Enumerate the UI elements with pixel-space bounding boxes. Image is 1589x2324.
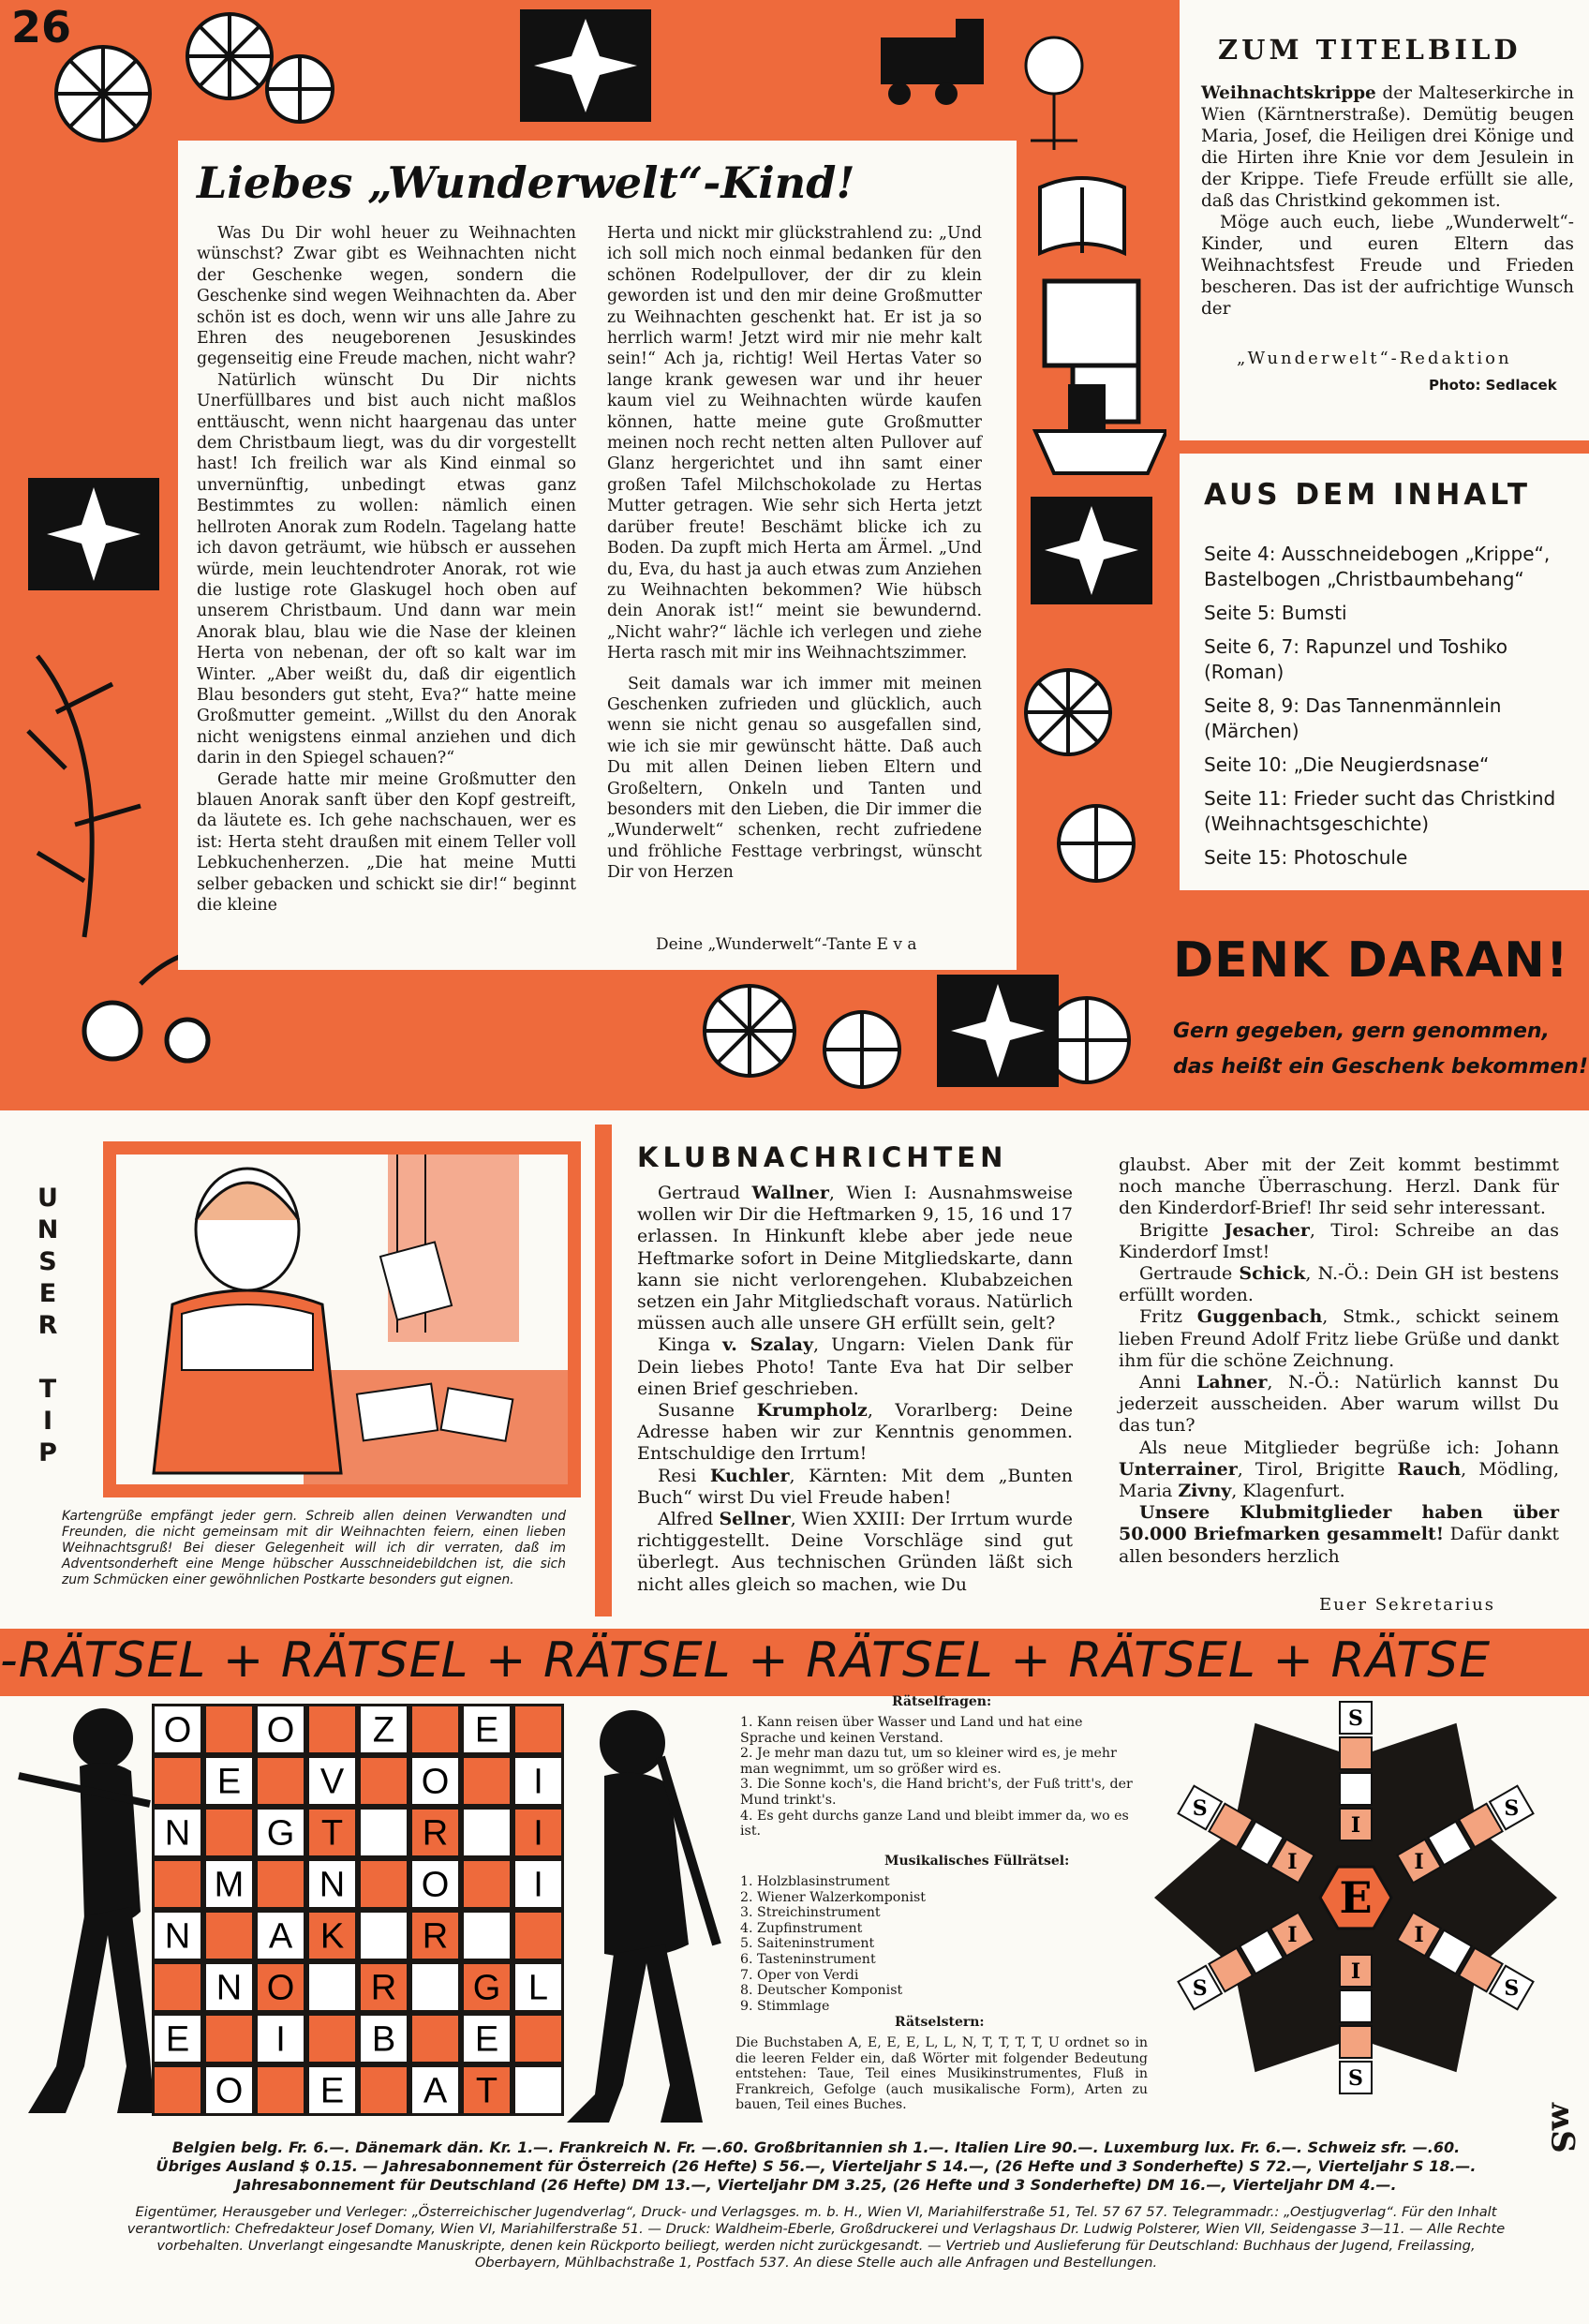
star-cell <box>1340 1990 1372 2022</box>
list-item: 1. Kann reisen über Wasser und Land und hat eine Sprache und keinen Verstand. <box>740 1715 1083 1746</box>
grid-letter: K <box>319 1916 345 1957</box>
artist-monogram-icon: ʍS <box>1543 2101 1582 2153</box>
star-icon <box>28 478 159 590</box>
grid-letter: O <box>421 1762 450 1802</box>
list-item: Seite 15: Photoschule <box>1204 846 1408 869</box>
grid-letter: O <box>163 1710 192 1750</box>
grid-cell <box>155 1861 200 1907</box>
star-letter: I <box>1350 1813 1361 1838</box>
grid-letter: R <box>422 1813 449 1854</box>
grid-cell <box>361 2067 407 2113</box>
grid-letter: O <box>215 2071 244 2111</box>
star-letter: I <box>1350 1959 1361 1984</box>
letter-left-column <box>197 223 576 916</box>
grid-letter: E <box>474 2019 499 2060</box>
grid-cell <box>155 1758 200 1804</box>
list-item: Seite 8, 9: Das Tannenmännlein (Märchen) <box>1204 694 1502 742</box>
grid-cell <box>515 2067 561 2113</box>
grid-cell <box>361 1913 407 1959</box>
klub-entry: Gertraud Wallner, Wien I: Ausnahmsweise wollen wir Dir die Heftmarken 9, 15, 16 und 17 erlassen. In Hinkunft klebe aber jede neue Heftmarke sofort in Deine Mitgliedskarte, dann kann sie nicht verlorengehen. Klubabzeichen setzen ein Jahr Mitgliedschaft voraus. Natürlich müssen auch alle unsere GH erfüllt sein, gelt? <box>637 1183 1073 1334</box>
star-cell <box>1340 1773 1372 1805</box>
grid-letter: Z <box>372 1710 395 1750</box>
star-icon <box>520 9 651 122</box>
list-item: 9. Stimmlage <box>740 1998 830 2014</box>
grid-letter: N <box>164 1916 191 1957</box>
star-letter: S <box>1348 2066 1363 2091</box>
star-center-letter: E <box>1339 1872 1373 1923</box>
star-cell <box>1340 2026 1372 2058</box>
list-item: Seite 4: Ausschneidebogen „Krippe“, Bastelbogen „Christbaumbehang“ <box>1204 543 1551 590</box>
grid-letter: G <box>472 1968 501 2008</box>
grid-letter: G <box>266 1813 295 1854</box>
grid-letter: E <box>216 1762 242 1802</box>
klub-heading: KLUBNACHRICHTEN <box>637 1141 1008 1173</box>
tip-vertical-title: U N S E R T I P <box>37 1184 59 1467</box>
klub-left-column <box>637 1183 1073 1596</box>
klub-entry: Susanne Krumpholz, Vorarlberg: Deine Adresse haben wir zur Kenntnis genommen. Entschuldige den Irrtum! <box>637 1400 1073 1465</box>
klub-entry: Alfred Sellner, Wien XXIII: Der Irrtum wurde richtiggestellt. Deine Vorschläge sind gut überlegt. Aus technischen Gründen läßt sich nicht alles gleich so machen, wie Du <box>637 1509 1074 1595</box>
grid-letter: N <box>215 1968 243 2008</box>
grid-cell <box>206 1706 252 1752</box>
grid-letter: I <box>275 2019 286 2060</box>
list-item: 3. Die Sonne koch's, die Hand bricht's, der Fuß tritt's, der Mund trinkt's. <box>740 1777 1133 1808</box>
list-item: 1. Holzblasinstrument <box>740 1874 890 1889</box>
titelbild-signature: „Wunderwelt“-Redaktion <box>1237 349 1512 368</box>
grid-letter: V <box>319 1762 345 1802</box>
denkdaran-line: das heißt ein Geschenk bekommen! <box>1173 1055 1588 1079</box>
grid-cell <box>412 1706 458 1752</box>
list-item: 4. Es geht durchs ganze Land und bleibt immer da, wo es ist. <box>740 1808 1129 1840</box>
star-letter: S <box>1504 1976 1520 2001</box>
list-item: 7. Oper von Verdi <box>740 1967 859 1983</box>
grid-letter: E <box>319 2071 345 2111</box>
grid-letter: O <box>266 1710 295 1750</box>
raetsel-band-text: -RÄTSEL + RÄTSEL + RÄTSEL + RÄTSEL + RÄTSEL + RÄTSE <box>0 1632 1492 1689</box>
titelbild-bold: Weihnachtskrippe <box>1201 83 1376 103</box>
grid-cell <box>515 1913 561 1959</box>
grid-cell <box>464 1861 510 1907</box>
letter-paragraph: Herta und nickt mir glückstrahlend zu: „Und ich soll mich noch einmal bedanken für den schönen Rodelpullover, der dir zu klein geworden ist und den mir deine Großmutter zu Weihnachten geschenkt hat. Er ist ja so herrlich warm! Jetzt wird mir nie mehr kalt sein!“ Ach ja, richtig! Weil Hertas Vater so lange krank gewesen war und ihr heuer kaum viel zu Weihnachten würde kaufen können, hatte meine gute Großmutter meinen noch recht netten alten Pullover auf Glanz hergerichtet und ihn samt einer großen Tafel Milchschokolade zu Hertas Mutter getragen. Wie sehr sich Herta jetzt darüber freute! Beschämt blicke ich zu Boden. Da zupft mich Herta am Ärmel. „Und du, Eva, du hast ja auch etwas zum Anziehen zu Weihnachten bekommen? Wie hübsch dein Anorak ist!“ meint sie bewundernd. „Nicht wahr?“ lächle ich verlegen und ziehe Herta rasch mit mir ins Weihnachtszimmer. <box>607 224 982 663</box>
star-letter: S <box>1192 1796 1208 1821</box>
grid-letter: A <box>423 2071 448 2111</box>
horse-icon <box>1026 37 1082 150</box>
prices: Belgien belg. Fr. 6.—. Dänemark dän. Kr. 1.—. Frankreich N. Fr. —.60. Großbritannien sh 1.—. Italien Lire 90.—. Luxemburg lux. Fr. 6.—. Schweiz sfr. —.60. Übriges Ausland $ 0.15. — Jahresabonnement für Österreich (26 Hefte) S 56.—, Vierteljahr S 14.—, (26 Hefte und 3 Sonderhefte) S 72.—, Vierteljahr S 18.—. Jahresabonnement für Deutschland (26 Hefte) DM 13.—, Vierteljahr DM 3.25, (26 Hefte und 3 Sonderhefte) DM 16.—, Vierteljahr DM 4.—. <box>156 2138 1477 2194</box>
klub-entry: Anni Lahner, N.-Ö.: Natürlich kannst Du jederzeit ausscheiden. Aber warum willst Du das tun? <box>1119 1372 1559 1437</box>
letter-signature: Deine „Wunderwelt“-Tante E v a <box>656 935 917 954</box>
grid-letter: O <box>421 1865 450 1905</box>
titelbild-paragraph: der Malteserkirche in Wien (Kärntnerstraße). Demütig beugen Maria, Josef, die Heiligen drei Könige und die Hirten ihre Knie vor dem Jesulein in der Krippe. Tiefe Freude erfüllt sie alle, daß das Christkind gekommen ist. <box>1201 83 1574 211</box>
star-letter: I <box>1414 1850 1424 1874</box>
titelbild-text <box>1201 82 1574 320</box>
grid-letter: B <box>371 2019 396 2060</box>
grid-letter: E <box>165 2019 190 2060</box>
grid-letter: N <box>319 1865 346 1905</box>
toy-train-icon <box>881 19 984 105</box>
grid-cell <box>258 1861 304 1907</box>
grid-cell <box>361 1861 407 1907</box>
letter-title: Liebes „Wunderwelt“-Kind! <box>197 157 855 208</box>
impressum: Eigentümer, Herausgeber und Verleger: „Österreichischer Jugendverlag“, Druck- und Verlagsges. m. b. H., Wien VI, Mariahilferstraße 51, Tel. 57 67 57. Telegrammadr.: „Oestjugverlag“. Für den Inhalt verantwortlich: Chefredakteur Josef Domany, Wien VI, Mariahilferstraße 51. — Druck: Waldheim-Eberle, Großdruckerei und Verlagshaus Dr. Ludwig Polsterer, Wien VII, Seidengasse 3—11. — Alle Rechte vorbehalten. Unverlangt eingesandte Manuskripte, denen kein Rückporto beiliegt, werden nicht zurückgesandt. — Vertrieb und Auslieferung für Deutschland: Buchhaus der Jugend, Freilassing, Oberbayern, Mühlbachstraße 1, Postfach 537. An diese Stelle auch alle Anfragen und Bestellungen. <box>126 2204 1506 2271</box>
book-icon <box>1040 178 1124 253</box>
photo-credit: Photo: Sedlacek <box>1429 377 1557 394</box>
letter-paragraph: Gerade hatte mir meine Großmutter den blauen Anorak sanft über den Kopf gestreift, da läutete es. Ich gehe nachschauen, wer es ist: Herta steht draußen mit einem Teller voll Lebkuchenherzen. „Die hat meine Mutti selber gebacken und schickt sie dir!“ beginnt die kleine <box>197 769 576 915</box>
star-letter: I <box>1287 1923 1298 1947</box>
grid-letter: N <box>164 1813 191 1854</box>
klub-entry: Brigitte Jesacher, Tirol: Schreibe an das Kinderdorf Imst! <box>1119 1219 1559 1262</box>
grid-letter: L <box>527 1968 549 2008</box>
grid-cell <box>361 1758 407 1804</box>
inhalt-heading: AUS DEM INHALT <box>1204 478 1532 512</box>
grid-letter: I <box>533 1865 543 1905</box>
flute-player-silhouette <box>9 1701 169 2127</box>
grid-cell <box>155 1964 200 2010</box>
clarinet-player-silhouette <box>557 1701 735 2132</box>
star-letter: I <box>1287 1850 1298 1874</box>
star-letter: S <box>1348 1706 1363 1731</box>
klub-right-column <box>1119 1155 1559 1568</box>
letter-paragraph: Natürlich wünscht Du Dir nichts Unerfüllbares und bist auch nicht maßlos enttäuscht, wenn nicht haargenau das unter dem Christbaum liegt, was du dir vorgestellt hast! Ich freilich war als Kind einmal so unvernünftig, unbedingt etwas ganz Bestimmtes zu wollen: nämlich einen hellroten Anorak zum Rodeln. Tagelang hatte ich davon geträumt, wie hübsch er aussehen würde, mein leuchtendroter Anorak, rot wie die lustige rote Glaskugel hoch oben auf unserem Christbaum. Und dann war mein Anorak blau, blau wie die Nase der kleinen Herta von nebenan, der oft so kalt war im Winter. „Aber weißt du, daß dir eigentlich Blau besonders gut steht, Eva?“ hatte meine Großmutter gemeint. „Willst du den Anorak nicht wenigstens einmal anziehen und dich darin in den Spiegel schauen?“ <box>197 370 576 768</box>
list-item: 5. Saiteninstrument <box>740 1936 875 1952</box>
grid-letter: I <box>533 1813 543 1854</box>
klub-entry: Fritz Guggenbach, Stmk., schickt seinem lieben Freund Adolf Fritz liebe Grüße und dankt ihm für die schöne Zeichnung. <box>1119 1306 1560 1371</box>
grid-cell <box>515 1706 561 1752</box>
grid-cell <box>464 1810 510 1855</box>
grid-cell <box>464 1758 510 1804</box>
list-item: 2. Je mehr man dazu tut, um so kleiner wird es, je mehr man wegnimmt, um so größer wird es. <box>740 1746 1117 1777</box>
list-item: 3. Streichinstrument <box>740 1905 881 1921</box>
klub-entry: Gertraude Schick, N.-Ö.: Dein GH ist bestens erfüllt worden. <box>1119 1263 1559 1306</box>
star-heading: Rätselstern: <box>895 2015 985 2030</box>
crossword-grid <box>152 1704 564 2116</box>
list-item: Seite 5: Bumsti <box>1204 602 1347 624</box>
titelbild-heading: ZUM TITELBILD <box>1218 34 1522 66</box>
letter-right-column <box>607 223 982 884</box>
divider <box>595 1125 612 1616</box>
grid-cell <box>206 2016 252 2062</box>
letter-paragraph: Seit damals war ich immer mit meinen Geschenken zufrieden und glücklich, auch wenn sie nicht genau so ausgefallen sind, wie ich sie mir gewünscht hätte. Daß auch Du mit allen Deinen lieben Eltern und Großeltern, Onkeln und Tanten und besonders mit den Lieben, die Dir immer die „Wunderwelt“ schenken, recht zufriedene und fröhliche Festtage verbringst, wünscht Dir von Herzen <box>607 674 982 883</box>
grid-cell <box>412 1964 458 2010</box>
tip-caption: Kartengrüße empfängt jeder gern. Schreib allen deinen Verwandten und Freunden, die nicht gemeinsam mit dir Weihnachten feiern, einen lieben Weihnachtsgruß! Bei dieser Gelegenheit will ich dir verraten, daß im Adventsonderheft eine Menge hübscher Ausschneidebildchen ist, die sich zum Schmücken einer gewöhnlichen Postkarte besonders gut eignen. <box>62 1509 566 1587</box>
snowflake-icon <box>56 14 333 141</box>
star-letter: S <box>1504 1796 1520 1821</box>
girl-writing-illustration <box>116 1155 568 1484</box>
grid-letter: T <box>475 2071 498 2111</box>
denkdaran-line: Gern gegeben, gern genommen, <box>1173 1020 1550 1043</box>
grid-letter: O <box>266 1968 295 2008</box>
grid-letter: A <box>268 1916 293 1957</box>
page-number: 26 <box>6 2 77 52</box>
star-letter: I <box>1414 1923 1424 1947</box>
list-item: Seite 6, 7: Rapunzel und Toshiko (Roman) <box>1204 635 1508 683</box>
list-item: 8. Deutscher Komponist <box>740 1983 903 1999</box>
letter-paragraph: Was Du Dir wohl heuer zu Weihnachten wünschst? Zwar gibt es Weihnachten nicht der Geschenke wegen, sondern die Geschenke sind wegen Weihnachten da. Aber schön ist es doch, wenn wir uns alle Jahre zu Ehren des neugeborenen Jesuskindes gegenseitig eine Freude machen, nicht wahr? <box>197 224 576 369</box>
grid-letter: M <box>214 1865 245 1905</box>
klub-signature: Euer Sekretarius <box>1319 1595 1496 1615</box>
grid-cell <box>309 1706 355 1752</box>
list-item: 4. Zupfinstrument <box>740 1920 863 1936</box>
music-list <box>740 1874 1134 2014</box>
grid-cell <box>309 2016 355 2062</box>
raetselstern <box>1145 1687 1567 2108</box>
grid-letter: I <box>533 1762 543 1802</box>
denkdaran-heading: DENK DARAN! <box>1173 932 1569 989</box>
music-heading: Musikalisches Füllrätsel: <box>884 1854 1070 1869</box>
klub-entry: Kinga v. Szalay, Ungarn: Vielen Dank für Dein liebes Photo! Tante Eva hat Dir selber einen Brief geschrieben. <box>637 1334 1073 1399</box>
grid-letter: T <box>320 1813 344 1854</box>
grid-letter: R <box>370 1968 397 2008</box>
ship-icon <box>1035 384 1166 473</box>
klub-entry: Unsere Klubmitglieder haben über 50.000 Briefmarken gesammelt! Dafür dankt allen besonders herzlich <box>1119 1502 1559 1567</box>
grid-cell <box>206 1913 252 1959</box>
grid-cell <box>309 1964 355 2010</box>
star-text: Die Buchstaben A, E, E, E, L, L, N, T, T, T, T, U ordnet so in die leeren Felder ein, daß Wörter mit folgender Bedeutung entstehen: Taue, Teil eines Musikinstrumentes, Fluß in Frankreich, Gefolge (auch musikalische Form), Arten zu bauen, Teil eines Buches. <box>735 2035 1148 2113</box>
questions-list <box>740 1715 1134 1840</box>
grid-cell <box>361 1810 407 1855</box>
inhalt-list <box>1204 542 1579 879</box>
star-cell <box>1340 1737 1372 1769</box>
star-icon <box>1031 497 1152 604</box>
grid-cell <box>412 2016 458 2062</box>
list-item: 6. Tasteninstrument <box>740 1951 876 1967</box>
grid-cell <box>206 1810 252 1855</box>
list-item: Seite 11: Frieder sucht das Christkind (Weihnachtsgeschichte) <box>1204 787 1556 835</box>
grid-cell <box>258 2067 304 2113</box>
klub-entry: Resi Kuchler, Kärnten: Mit dem „Bunten Buch“ wirst Du viel Freude haben! <box>637 1465 1073 1508</box>
star-icon <box>937 975 1059 1087</box>
grid-cell <box>155 2067 200 2113</box>
grid-letter: E <box>474 1710 499 1750</box>
klub-entry: Als neue Mitglieder begrüße ich: Johann Unterrainer, Tirol, Brigitte Rauch, Mödling, Maria Zivny, Klagenfurt. <box>1119 1437 1559 1502</box>
klub-entry: glaubst. Aber mit der Zeit kommt bestimmt noch manche Überraschung. Herzl. Dank für den Kinderdorf-Brief! Ihr seid sehr interessant. <box>1119 1155 1559 1219</box>
questions-heading: Rätselfragen: <box>892 1694 992 1709</box>
grid-cell <box>464 1913 510 1959</box>
star-letter: S <box>1192 1976 1208 2001</box>
grid-cell <box>258 1758 304 1804</box>
titelbild-paragraph: Möge auch euch, liebe „Wunderwelt“-Kinder, und euren Eltern das Weihnachtsfest Freude und Frieden bescheren. Das ist der aufrichtige Wunsch der <box>1201 213 1574 319</box>
list-item: Seite 10: „Die Neugierdsnase“ <box>1204 753 1490 776</box>
grid-cell <box>515 2016 561 2062</box>
divider <box>1166 440 1589 454</box>
grid-letter: R <box>422 1916 449 1957</box>
list-item: 2. Wiener Walzerkomponist <box>740 1889 927 1905</box>
